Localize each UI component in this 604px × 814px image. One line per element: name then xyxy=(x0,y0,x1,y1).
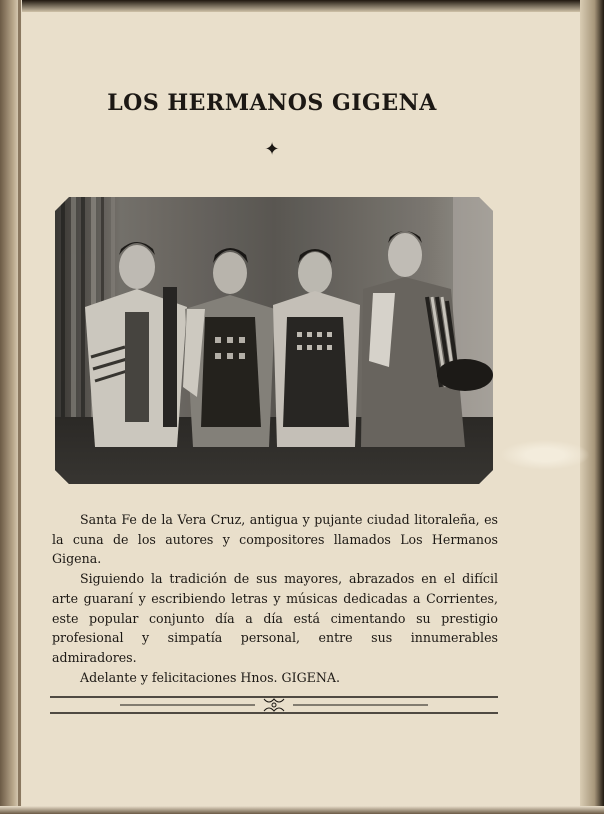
star-ornament-icon: ✦ xyxy=(264,139,280,160)
decorative-rule-graphic xyxy=(50,693,498,717)
band-photo-image xyxy=(55,197,493,484)
page-title: LOS HERMANOS GIGENA xyxy=(107,90,437,116)
binding-gutter xyxy=(18,0,21,814)
page-right-edge xyxy=(580,0,604,814)
paragraph-congratulations: Adelante y felicitaciones Hnos. GIGENA. xyxy=(80,669,340,685)
body-text xyxy=(52,510,498,687)
paragraph-origin: Santa Fe de la Vera Cruz, antigua y pujante ciudad litoraleña, es la cuna de los autores y compositores llamados Los Hermanos Gigena. xyxy=(52,512,498,567)
paper-stain xyxy=(500,440,590,470)
page-bottom-edge xyxy=(0,806,604,814)
page-top-edge xyxy=(0,0,604,12)
decorative-rule xyxy=(50,693,498,717)
band-photo xyxy=(55,197,493,484)
paragraph-tradition: Siguiendo la tradición de sus mayores, abrazados en el difícil arte guaraní y escribiendo letras y músicas dedicadas a Corrientes, este popular conjunto día a día está cimentando su prestigio profesional y simpatía personal, entre sus innumerables admiradores. xyxy=(52,571,498,665)
